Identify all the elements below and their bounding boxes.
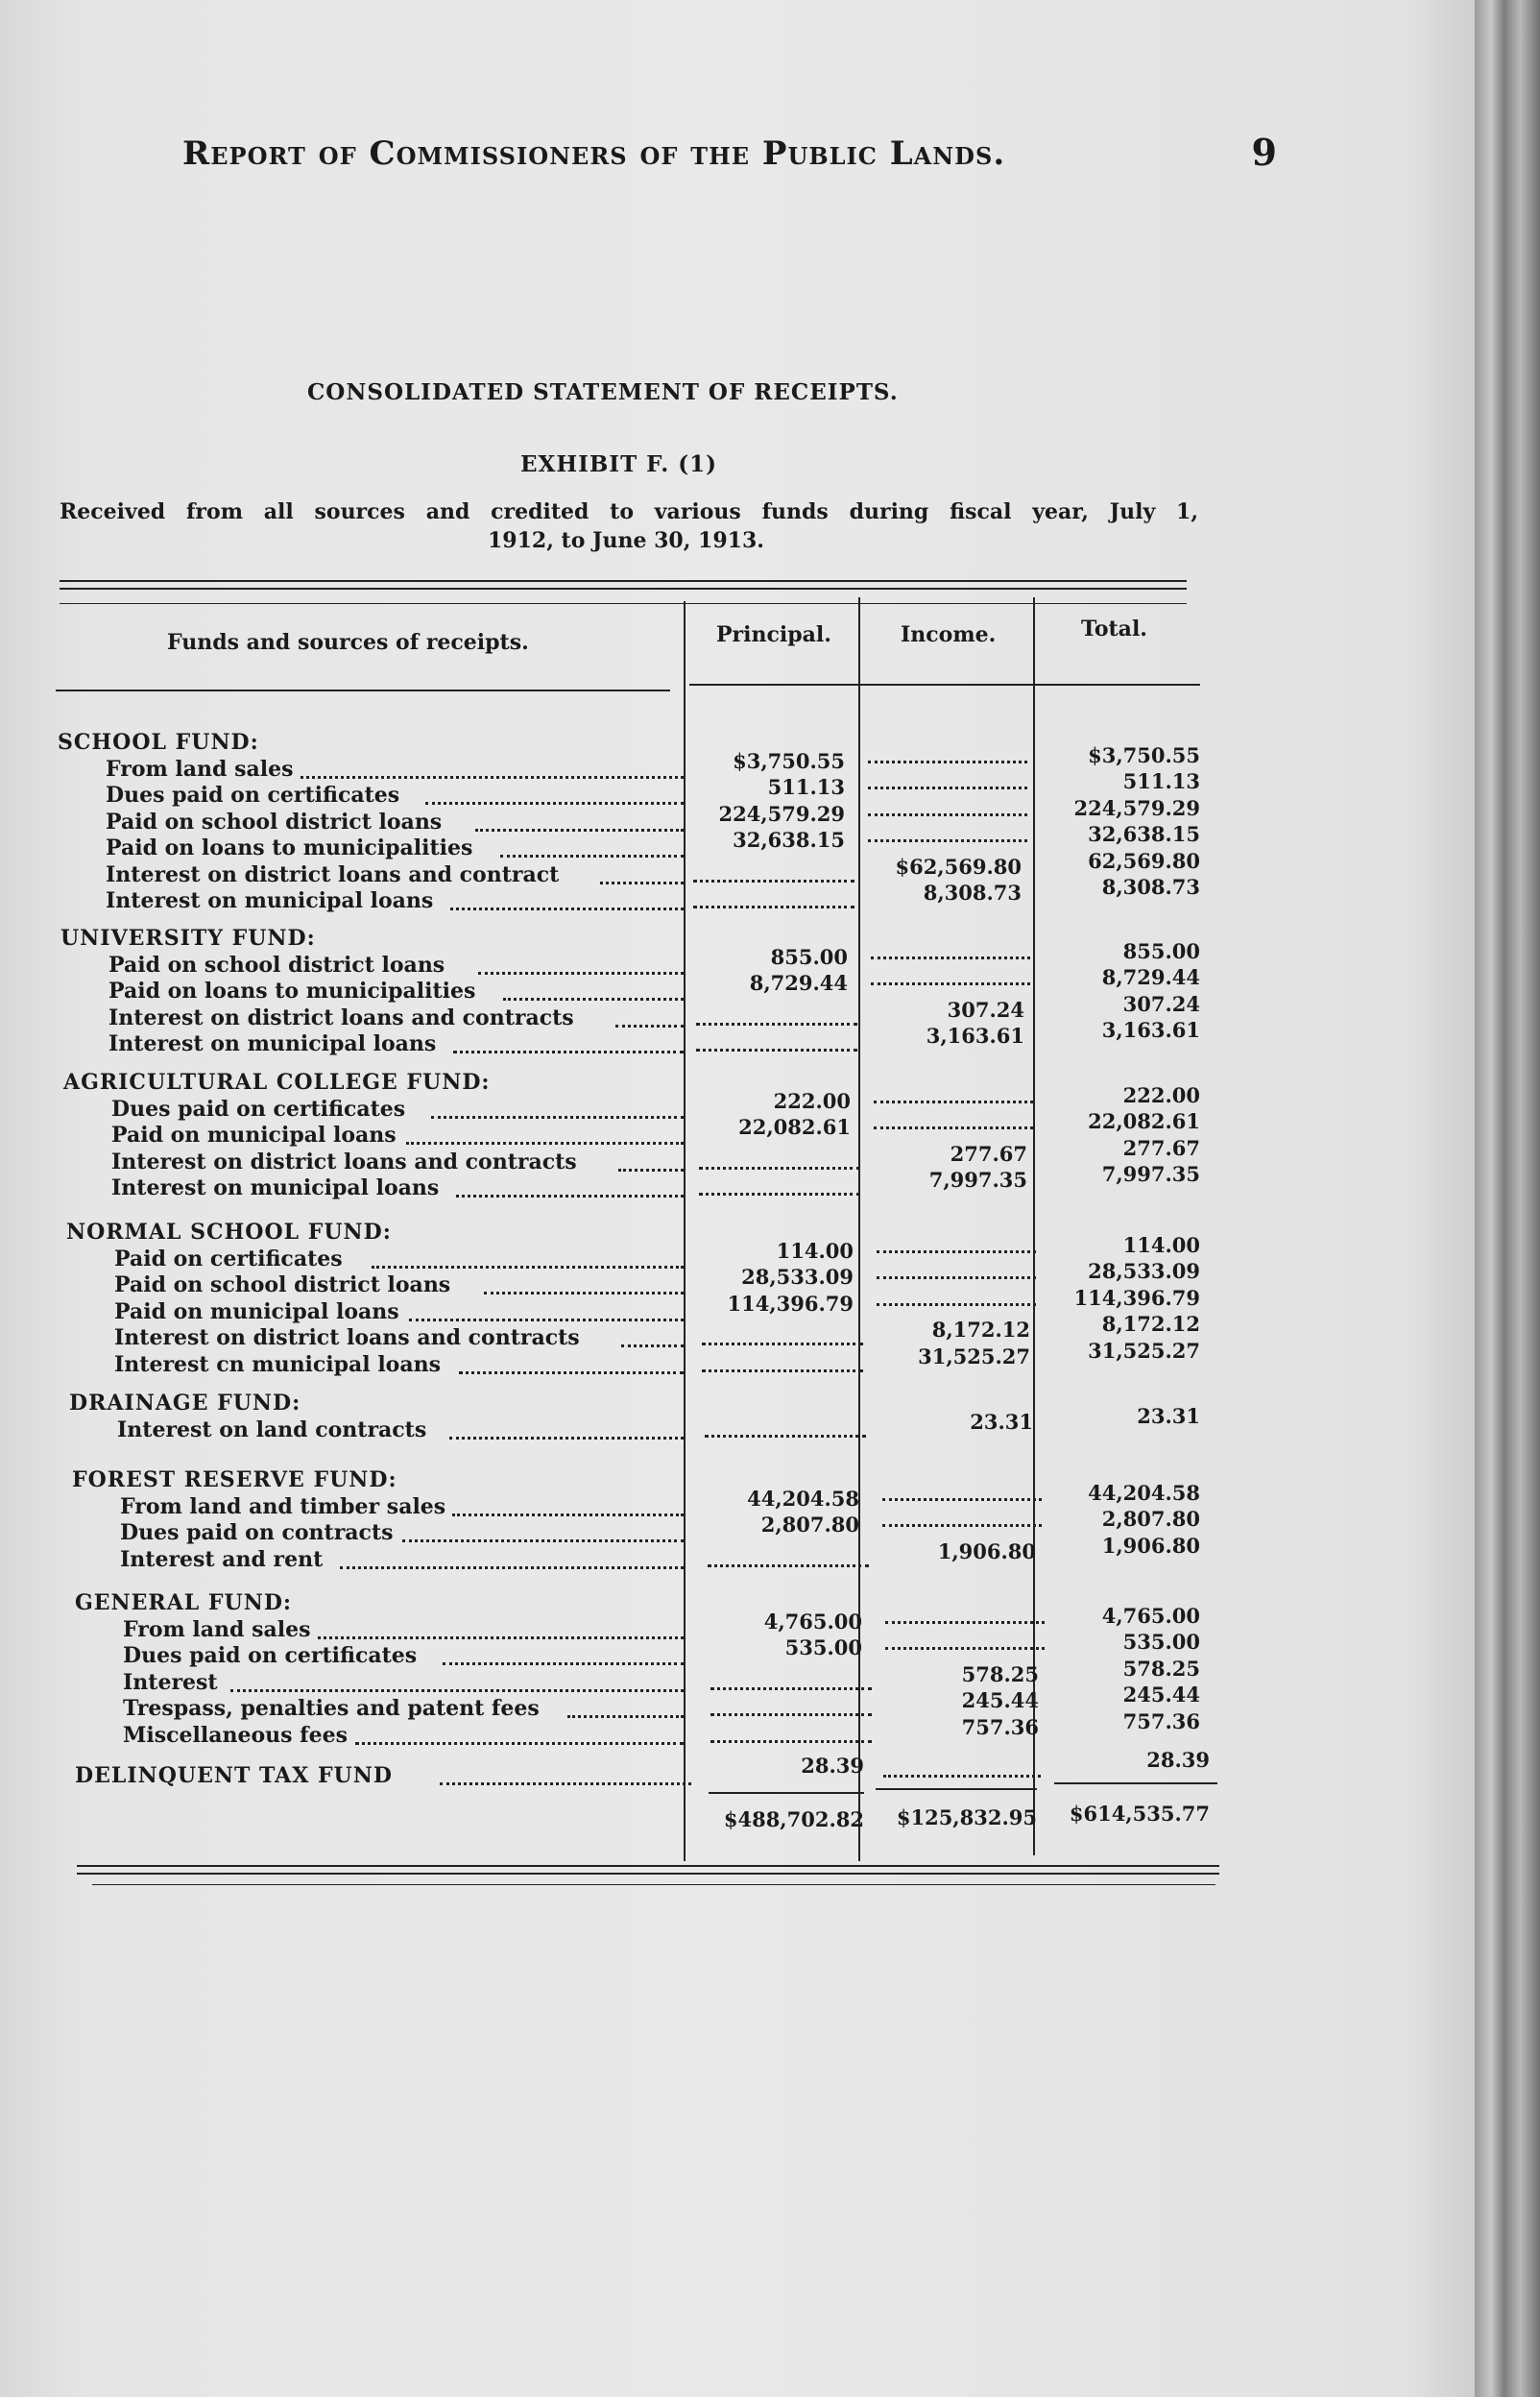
income-dot-leader xyxy=(868,761,1027,763)
receipt-source-label: Dues paid on contracts xyxy=(120,1520,394,1545)
label-dot-leader xyxy=(484,1292,684,1295)
receipt-source-label: Miscellaneous fees xyxy=(123,1722,349,1748)
table-bottom-rule xyxy=(77,1865,1219,1867)
principal-dot-leader xyxy=(693,906,854,908)
principal-dot-leader xyxy=(699,1167,860,1170)
income-dot-leader xyxy=(882,1498,1042,1501)
table-bottom-rule-3 xyxy=(92,1884,1215,1885)
receipt-source-label: Interest on district loans and contracts xyxy=(114,1325,580,1350)
income-value: 245.44 xyxy=(961,1688,1039,1712)
income-dot-leader xyxy=(885,1621,1045,1624)
income-dot-leader xyxy=(874,1101,1033,1103)
receipt-source-label: Interest on district loans and contracts xyxy=(111,1149,577,1174)
receipt-source-label: Paid on school district loans xyxy=(108,952,445,978)
label-dot-leader xyxy=(459,1371,684,1374)
principal-value: 511.13 xyxy=(767,775,845,799)
income-dot-leader xyxy=(868,839,1027,842)
total-value: 222.00 xyxy=(1122,1082,1200,1107)
receipt-source-label: From land sales xyxy=(123,1616,311,1642)
income-value: 1,906.80 xyxy=(937,1538,1036,1563)
income-dot-leader xyxy=(874,1126,1033,1129)
receipt-source-label: Interest on municipal loans xyxy=(111,1175,440,1200)
income-dot-leader xyxy=(868,813,1027,816)
fund-group-title: SCHOOL FUND: xyxy=(58,730,259,755)
total-value: 511.13 xyxy=(1122,769,1200,793)
principal-value: 222.00 xyxy=(773,1088,851,1113)
label-dot-leader xyxy=(478,972,684,975)
receipt-source-label: Interest and rent xyxy=(120,1546,324,1572)
income-dot-leader xyxy=(877,1276,1036,1279)
label-dot-leader xyxy=(618,1169,684,1172)
income-dot-leader xyxy=(877,1250,1036,1253)
label-dot-leader xyxy=(443,1662,684,1665)
label-dot-leader xyxy=(409,1319,684,1321)
principal-value: 855.00 xyxy=(770,944,848,969)
total-income: $125,832.95 xyxy=(896,1805,1037,1829)
table-top-rule-3 xyxy=(60,603,1187,604)
total-value: 4,765.00 xyxy=(1101,1603,1200,1628)
principal-value: 535.00 xyxy=(784,1635,862,1659)
principal-value: 4,765.00 xyxy=(763,1609,862,1634)
income-value: 578.25 xyxy=(961,1661,1039,1686)
receipt-source-label: Paid on municipal loans xyxy=(114,1298,399,1324)
report-title: Report of Commissioners of the Public Lands. xyxy=(182,134,1006,173)
table-top-rule-2 xyxy=(60,588,1187,590)
label-dot-leader xyxy=(453,1051,684,1053)
total-value: 8,308.73 xyxy=(1101,875,1200,899)
label-dot-leader xyxy=(372,1266,684,1269)
income-dot-leader xyxy=(885,1647,1045,1650)
label-dot-leader xyxy=(500,855,684,858)
receipt-source-label: Dues paid on certificates xyxy=(106,783,400,808)
fund-group-title: NORMAL SCHOOL FUND: xyxy=(66,1220,392,1245)
income-value: 757.36 xyxy=(961,1714,1039,1739)
principal-value: 8,729.44 xyxy=(749,971,848,995)
total-value: 114,396.79 xyxy=(1073,1285,1200,1310)
label-dot-leader xyxy=(475,829,684,832)
total-value: 245.44 xyxy=(1122,1683,1200,1707)
receipt-source-label: Interest on district loans and contract xyxy=(106,861,560,887)
principal-dot-leader xyxy=(708,1564,869,1567)
principal-dot-leader xyxy=(699,1193,860,1196)
running-header xyxy=(182,131,1277,192)
total-value: 114.00 xyxy=(1122,1232,1200,1257)
label-dot-leader xyxy=(615,1025,684,1028)
column-divider-2 xyxy=(858,597,860,1861)
label-dot-leader xyxy=(301,776,684,779)
delinquent-fund-label: DELINQUENT TAX FUND xyxy=(75,1763,393,1788)
page-number: 9 xyxy=(1251,131,1277,174)
receipt-source-label: Interest cn municipal loans xyxy=(114,1351,441,1377)
receipt-source-label: Paid on school district loans xyxy=(114,1272,451,1297)
total-rule-income xyxy=(876,1788,1037,1790)
total-value: 62,569.80 xyxy=(1088,848,1200,873)
principal-value: 2,807.80 xyxy=(760,1513,859,1537)
book-binding-edge xyxy=(1475,0,1540,2397)
principal-value: 224,579.29 xyxy=(718,801,845,826)
label-dot-leader xyxy=(425,802,684,805)
delinquent-income-leader xyxy=(883,1775,1041,1778)
column-header-funds: Funds and sources of receipts. xyxy=(167,630,529,655)
total-value: 1,906.80 xyxy=(1101,1533,1200,1558)
header-bottom-rule-right xyxy=(689,684,1200,686)
principal-value: 22,082.61 xyxy=(738,1115,851,1139)
statement-description-line1: Received from all sources and credited to various funds during fiscal year, July 1, xyxy=(60,499,1198,524)
total-value: 31,525.27 xyxy=(1088,1338,1200,1363)
total-value: 3,163.61 xyxy=(1101,1018,1200,1042)
label-dot-leader xyxy=(621,1344,684,1347)
income-value: $62,569.80 xyxy=(895,854,1022,879)
receipt-source-label: Dues paid on certificates xyxy=(111,1096,406,1122)
principal-dot-leader xyxy=(693,880,854,883)
principal-value: 44,204.58 xyxy=(747,1486,859,1511)
total-value: 8,172.12 xyxy=(1101,1312,1200,1336)
income-value: 31,525.27 xyxy=(918,1344,1030,1368)
principal-value: 32,638.15 xyxy=(733,828,845,852)
total-value: 22,082.61 xyxy=(1088,1109,1200,1133)
column-header-principal: Principal. xyxy=(716,622,831,647)
column-header-total: Total. xyxy=(1081,617,1147,642)
principal-dot-leader xyxy=(710,1740,872,1743)
receipt-source-label: Interest xyxy=(123,1669,218,1695)
statement-description-line2: 1912, to June 30, 1913. xyxy=(488,528,764,553)
receipt-source-label: Interest on municipal loans xyxy=(106,888,434,913)
receipt-source-label: Dues paid on certificates xyxy=(123,1643,418,1668)
fund-group-title: AGRICULTURAL COLLEGE FUND: xyxy=(63,1070,491,1095)
principal-dot-leader xyxy=(702,1369,863,1372)
income-value: 3,163.61 xyxy=(926,1024,1024,1048)
total-value: 578.25 xyxy=(1122,1656,1200,1681)
table-top-rule xyxy=(60,580,1187,582)
principal-value: 28,533.09 xyxy=(741,1265,854,1289)
principal-dot-leader xyxy=(696,1049,857,1052)
income-value: 8,308.73 xyxy=(923,881,1022,905)
delinquent-principal: 28.39 xyxy=(801,1754,864,1778)
label-dot-leader xyxy=(449,1437,684,1440)
label-dot-leader xyxy=(452,1513,684,1516)
receipt-source-label: Trespass, penalties and patent fees xyxy=(123,1696,540,1721)
income-value: 307.24 xyxy=(947,997,1024,1022)
column-header-income: Income. xyxy=(901,622,997,647)
income-dot-leader xyxy=(871,982,1030,985)
exhibit-label: EXHIBIT F. (1) xyxy=(520,451,717,477)
receipt-source-label: Paid on loans to municipalities xyxy=(108,979,476,1004)
receipt-source-label: Paid on municipal loans xyxy=(111,1123,397,1148)
fund-group-title: GENERAL FUND: xyxy=(75,1590,293,1615)
receipt-source-label: Interest on land contracts xyxy=(117,1416,427,1442)
principal-value: 114.00 xyxy=(776,1238,854,1263)
income-dot-leader xyxy=(871,956,1030,959)
label-dot-leader xyxy=(318,1636,684,1639)
table-bottom-rule-2 xyxy=(77,1873,1219,1875)
fund-group-title: DRAINAGE FUND: xyxy=(69,1391,301,1416)
principal-dot-leader xyxy=(705,1435,866,1438)
total-value: 23.31 xyxy=(1137,1403,1200,1428)
total-value: 855.00 xyxy=(1122,938,1200,963)
fund-group-title: FOREST RESERVE FUND: xyxy=(72,1467,397,1492)
label-dot-leader xyxy=(456,1195,684,1198)
income-dot-leader xyxy=(877,1303,1036,1306)
label-dot-leader xyxy=(431,1116,684,1119)
label-dot-leader xyxy=(503,998,684,1001)
income-value: 23.31 xyxy=(970,1409,1033,1434)
label-dot-leader xyxy=(355,1742,684,1745)
principal-value: $3,750.55 xyxy=(733,748,845,773)
principal-dot-leader xyxy=(710,1713,872,1716)
label-dot-leader xyxy=(450,908,684,910)
label-dot-leader xyxy=(340,1566,684,1569)
total-value: 535.00 xyxy=(1122,1630,1200,1654)
receipt-source-label: Paid on school district loans xyxy=(106,809,443,835)
principal-dot-leader xyxy=(696,1023,857,1026)
principal-dot-leader xyxy=(710,1687,872,1690)
receipt-source-label: Paid on certificates xyxy=(114,1246,343,1271)
receipt-source-label: Paid on loans to municipalities xyxy=(106,835,473,860)
header-bottom-rule xyxy=(56,690,670,691)
total-value: 7,997.35 xyxy=(1101,1162,1200,1186)
total-rule-principal xyxy=(709,1792,864,1794)
income-dot-leader xyxy=(882,1524,1042,1527)
total-value: 757.36 xyxy=(1122,1708,1200,1733)
total-value: $3,750.55 xyxy=(1088,742,1200,767)
income-value: 8,172.12 xyxy=(931,1318,1030,1342)
total-value: 28,533.09 xyxy=(1088,1259,1200,1283)
label-dot-leader xyxy=(567,1715,684,1718)
income-value: 7,997.35 xyxy=(928,1168,1027,1192)
label-dot-leader xyxy=(600,882,684,884)
total-grand: $614,535.77 xyxy=(1069,1802,1210,1826)
total-value: 8,729.44 xyxy=(1101,965,1200,989)
total-value: 32,638.15 xyxy=(1088,822,1200,846)
delinquent-dot-leader xyxy=(440,1782,691,1785)
total-value: 277.67 xyxy=(1122,1135,1200,1160)
label-dot-leader xyxy=(230,1689,684,1692)
receipt-source-label: Interest on district loans and contracts xyxy=(108,1005,574,1030)
total-value: 307.24 xyxy=(1122,991,1200,1016)
delinquent-total: 28.39 xyxy=(1146,1748,1210,1772)
total-value: 2,807.80 xyxy=(1101,1507,1200,1531)
total-rule-total xyxy=(1054,1782,1217,1784)
income-value: 277.67 xyxy=(950,1141,1027,1166)
statement-heading: CONSOLIDATED STATEMENT OF RECEIPTS. xyxy=(307,379,899,405)
fund-group-title: UNIVERSITY FUND: xyxy=(60,926,316,951)
principal-dot-leader xyxy=(702,1343,863,1345)
label-dot-leader xyxy=(406,1142,684,1145)
total-value: 44,204.58 xyxy=(1088,1480,1200,1505)
total-value: 224,579.29 xyxy=(1073,795,1200,820)
label-dot-leader xyxy=(402,1539,684,1542)
income-dot-leader xyxy=(868,787,1027,789)
principal-value: 114,396.79 xyxy=(727,1291,854,1316)
receipt-source-label: From land sales xyxy=(106,756,294,782)
receipt-source-label: Interest on municipal loans xyxy=(108,1031,437,1056)
total-principal: $488,702.82 xyxy=(723,1807,864,1831)
receipt-source-label: From land and timber sales xyxy=(120,1493,446,1519)
